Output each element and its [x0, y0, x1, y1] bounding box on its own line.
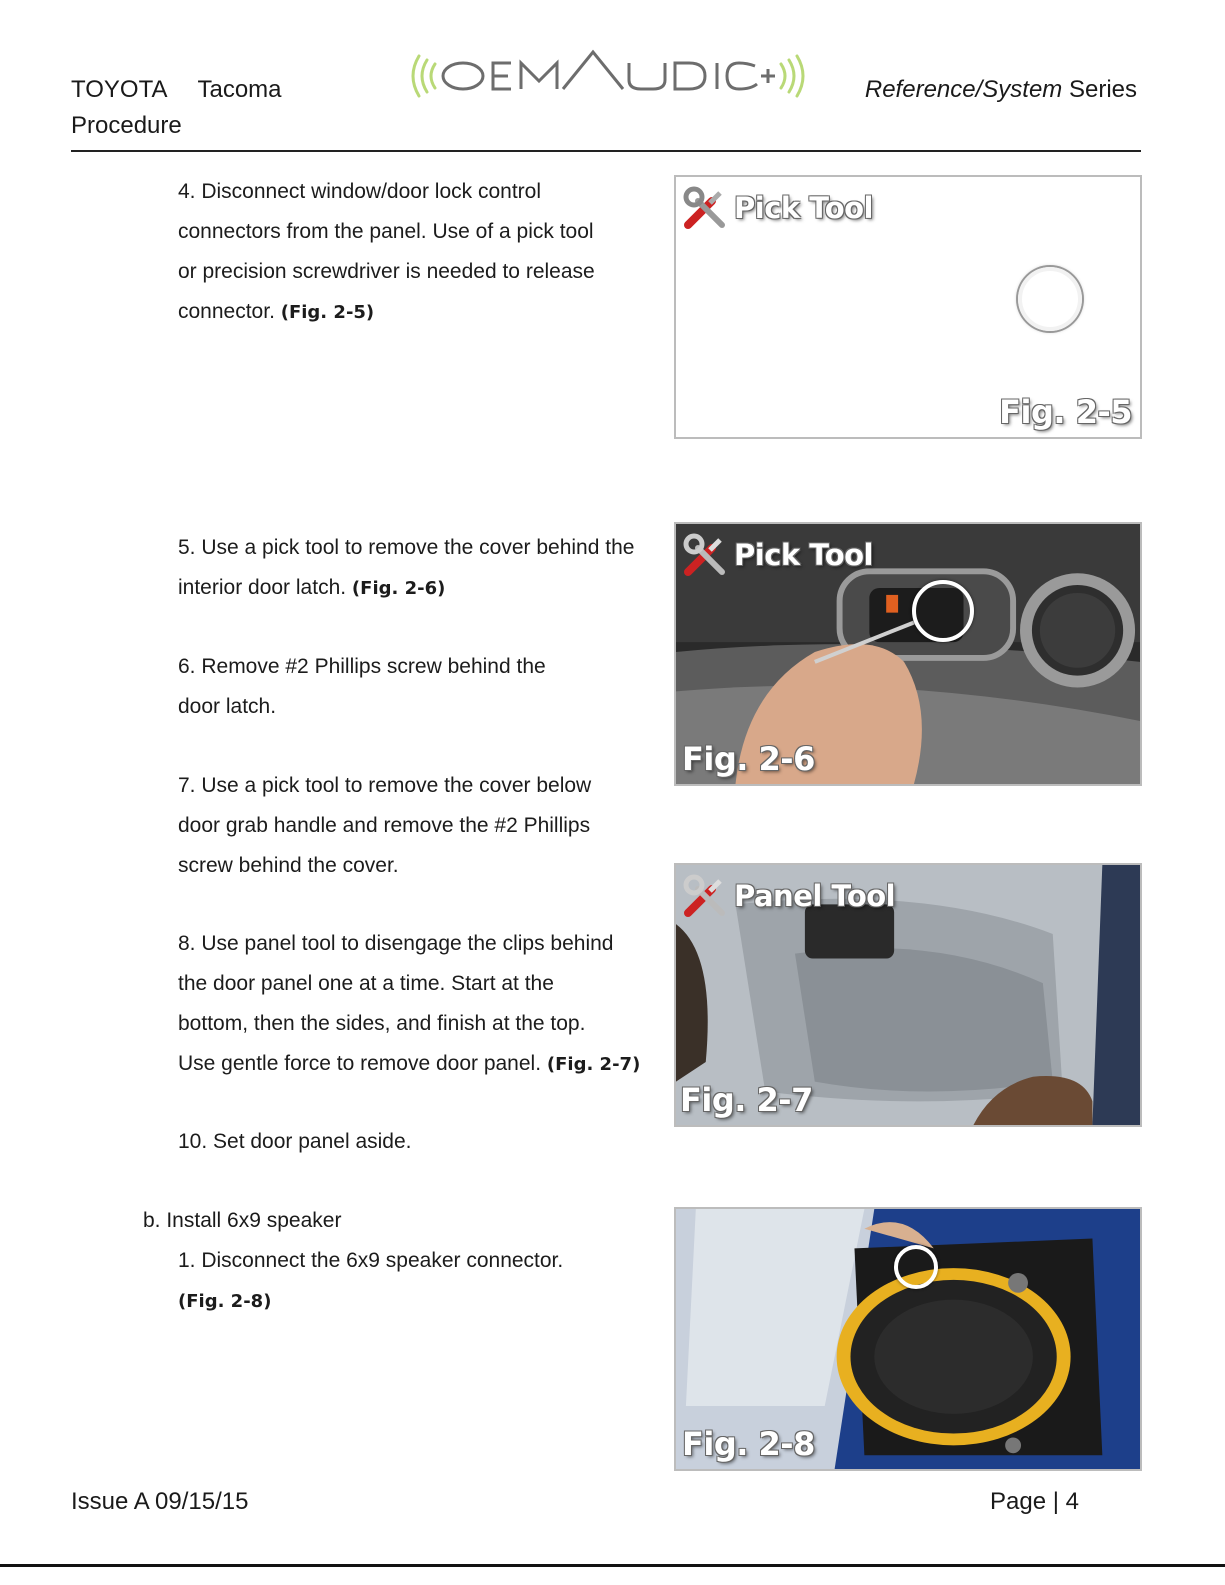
- header-divider: [71, 150, 1141, 152]
- series-plain: Series: [1062, 76, 1137, 103]
- tools-icon: [682, 532, 728, 578]
- figure-label: Fig. 2-7: [680, 1081, 813, 1119]
- tool-name: Pick Tool: [734, 538, 873, 572]
- tool-name: Pick Tool: [734, 191, 873, 225]
- step-6: [178, 647, 546, 727]
- subsection-heading: b. Install 6x9 speaker: [143, 1209, 342, 1232]
- step-line: the door panel one at a time. Start at the: [178, 972, 554, 995]
- step-line: 6. Remove #2 Phillips screw behind the: [178, 655, 546, 678]
- tool-tag: [682, 532, 873, 578]
- step-line: screw behind the cover.: [178, 854, 399, 877]
- step-line: 1. Disconnect the 6x9 speaker connector.: [178, 1249, 564, 1272]
- figure-2-5: [674, 175, 1142, 439]
- step-line: 4. Disconnect window/door lock control: [178, 180, 542, 203]
- step-line: connectors from the panel. Use of a pick tool: [178, 220, 594, 243]
- step-line: or precision screwdriver is needed to release: [178, 260, 595, 283]
- step-line: bottom, then the sides, and finish at the top.: [178, 1012, 586, 1035]
- highlight-circle: [912, 580, 974, 642]
- step-10: [178, 1122, 412, 1162]
- step-line: 8. Use panel tool to disengage the clips behind: [178, 932, 614, 955]
- step-line: door grab handle and remove the #2 Phillips: [178, 814, 591, 837]
- vehicle-model: Tacoma: [197, 76, 282, 103]
- figure-2-8: [674, 1207, 1142, 1471]
- figure-label: Fig. 2-8: [682, 1425, 815, 1463]
- step-line: 10. Set door panel aside.: [178, 1130, 412, 1153]
- step-8: [178, 924, 640, 1085]
- highlight-circle: [1018, 267, 1082, 331]
- figure-2-7: [674, 863, 1142, 1127]
- series-italic: Reference/System: [864, 76, 1063, 103]
- step-line: interior door latch.: [178, 576, 352, 599]
- step-line: 5. Use a pick tool to remove the cover behind the: [178, 536, 635, 559]
- step-line: 7. Use a pick tool to remove the cover below: [178, 774, 592, 797]
- section-title: Procedure: [71, 112, 182, 139]
- step-line: Use gentle force to remove door panel.: [178, 1052, 547, 1075]
- tools-icon: [682, 185, 728, 231]
- figure-label: Fig. 2-5: [999, 393, 1132, 431]
- step-line: connector.: [178, 300, 281, 323]
- fig-reference: (Fig. 2-7): [546, 1054, 641, 1075]
- fig-reference: (Fig. 2-8): [178, 1291, 272, 1312]
- issue-date: Issue A 09/15/15: [71, 1488, 249, 1515]
- fig-reference: (Fig. 2-5): [280, 302, 375, 323]
- header-vehicle: [71, 72, 282, 144]
- figure-label: Fig. 2-6: [682, 740, 815, 778]
- vehicle-make: TOYOTA: [71, 76, 168, 103]
- highlight-circle: [894, 1245, 938, 1289]
- page-number: Page | 4: [990, 1488, 1079, 1515]
- series-title: [865, 72, 1137, 108]
- fig-reference: (Fig. 2-6): [351, 578, 446, 599]
- tool-tag: [682, 185, 873, 231]
- figure-2-6: [674, 522, 1142, 786]
- footer-divider: [0, 1564, 1225, 1567]
- step-line: door latch.: [178, 695, 277, 718]
- oem-audio-logo: [405, 48, 825, 104]
- step-4: [178, 172, 595, 333]
- tools-icon: [682, 873, 728, 919]
- tool-name: Panel Tool: [734, 879, 896, 913]
- step-7: [178, 766, 591, 886]
- step-5: [178, 528, 634, 609]
- step-b1: [178, 1241, 563, 1322]
- tool-tag: [682, 873, 895, 919]
